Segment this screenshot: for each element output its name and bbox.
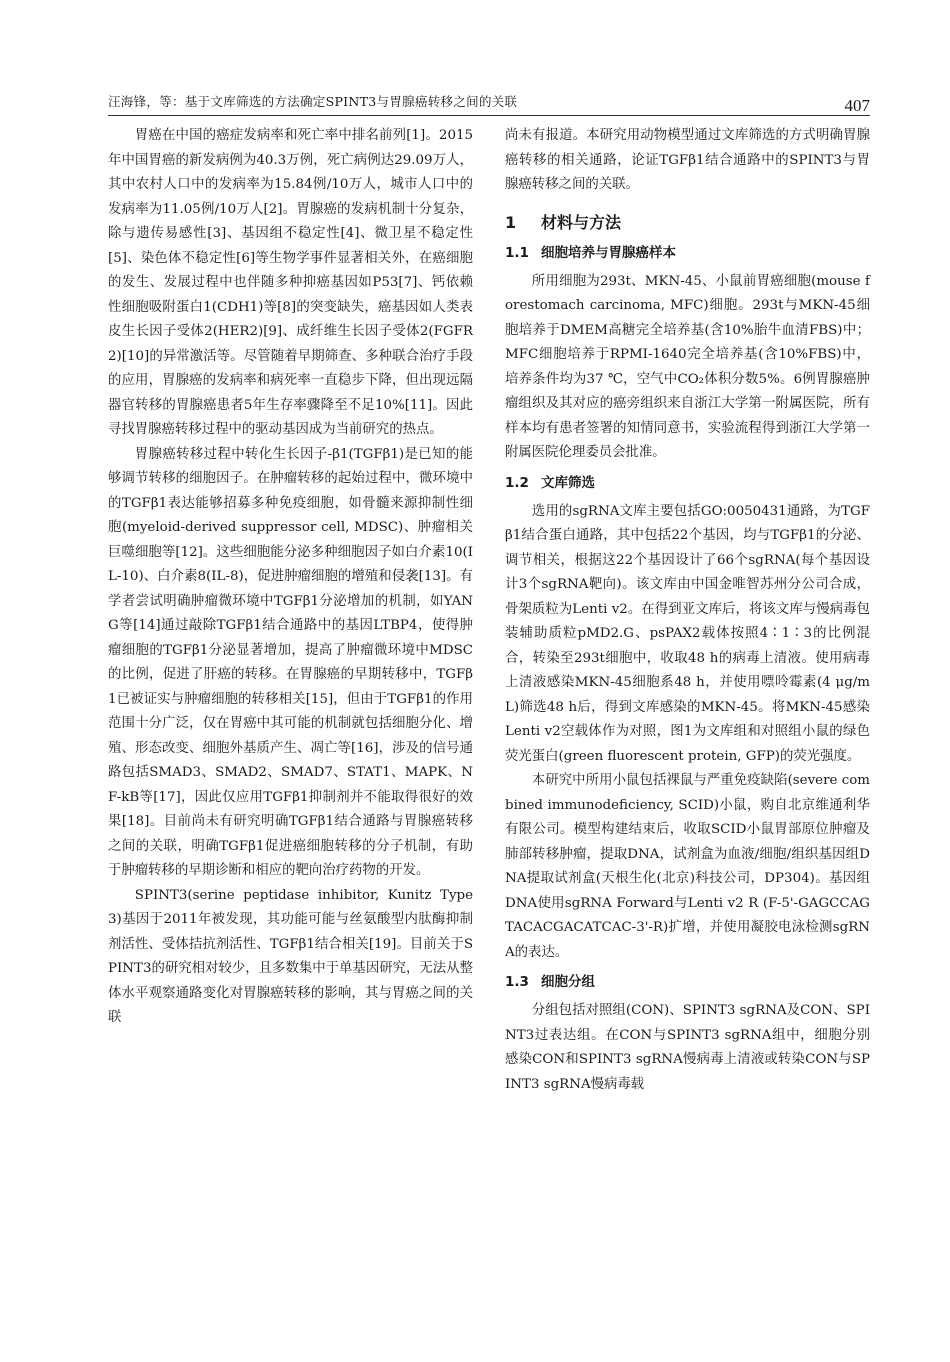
subsection-heading-library-screening bbox=[505, 472, 870, 494]
paragraph-spint3-background: SPINT3(serine peptidase inhibitor, Kunitz Type 3)基因于2011年被发现，其功能可能与丝氨酸型内肽酶抑制剂活性、受体拮抗剂活性、TGFβ1结合相关[19]。目前关于SPINT3的研究相对较少，且多数集中于单基因研究，无法从整体水平观察通路变化对胃腺癌转移的影响，其与胃癌之间的关联 bbox=[108, 887, 473, 1025]
paragraph-cell-culture: 所用细胞为293t、MKN-45、小鼠前胃癌细胞(mouse forestomach carcinoma, MFC)细胞。293t与MKN-45细胞培养于DMEM高糖完全培养基(含10%胎牛血清FBS)中；MFC细胞培养于RPMI-1640完全培养基(含10%FBS)中，培养条件均为37 ℃，空气中CO₂体积分数5%。6例胃腺癌肿瘤组织及其对应的癌旁组织来自浙江大学第一附属医院，所有样本均有患者签署的知情同意书，实验流程得到浙江大学第一附属医院伦理委员会批准。 bbox=[505, 273, 870, 460]
paragraph-study-aim: 尚未有报道。本研究用动物模型通过文库筛选的方式明确胃腺癌转移的相关通路，论证TGFβ1结合通路中的SPINT3与胃腺癌转移之间的关联。 bbox=[505, 128, 870, 192]
subsection-title: 文库筛选 bbox=[541, 474, 595, 491]
paragraph-library-screening: 选用的sgRNA文库主要包括GO:0050431通路，为TGFβ1结合蛋白通路，其中包括22个基因，均与TGFβ1的分泌、调节相关，根据这22个基因设计了66个sgRNA(每个基因设计3个sgRNA靶向)。该文库由中国金唯智苏州分公司合成，骨架质粒为Lenti v2。在得到亚文库后，将该文库与慢病毒包装辅助质粒pMD2.G、psPAX2载体按照4∶1∶3的比例混合，转染至293t细胞中，收取48 h的病毒上清液。使用病毒上清液感染MKN-45细胞系48 h，并使用嘌呤霉素(4 μg/mL)筛选48 h后，得到文库感染的MKN-45。将MKN-45感染Lenti v2空载体作为对照，图1为文库组和对照组小鼠的绿色荧光蛋白(green fluorescent protein, GFP)的荧光强度。 bbox=[505, 503, 870, 764]
right-column bbox=[505, 124, 870, 1097]
subsection-title: 细胞分组 bbox=[541, 974, 595, 990]
paragraph-mouse-model: 本研究中所用小鼠包括裸鼠与严重免疫缺陷(severe combined immunodeficiency, SCID)小鼠，购自北京维通利华有限公司。模型构建结束后，收取SCID小鼠胃部原位肿瘤及肺部转移肿瘤，提取DNA，试剂盒为血液/细胞/组织基因组DNA提取试剂盒(天根生化(北京)科技公司，DP304)。基因组DNA使用sgRNA Forward与Lenti v2 R (F-5'-GAGCCAGTACACGACATCAC-3'-R)扩增，并使用凝胶电泳检测sgRNA的表达。 bbox=[505, 773, 870, 960]
subsection-heading-cell-grouping bbox=[505, 971, 870, 993]
subsection-title: 细胞培养与胃腺癌样本 bbox=[541, 244, 676, 261]
left-column bbox=[108, 124, 473, 1031]
header-rule bbox=[108, 115, 870, 116]
section-number: 1 bbox=[505, 212, 517, 232]
page-number: 407 bbox=[844, 96, 870, 115]
paragraph-cell-grouping: 分组包括对照组(CON)、SPINT3 sgRNA及CON、SPINT3过表达组。在CON与SPINT3 sgRNA组中，细胞分别感染CON和SPINT3 sgRNA慢病毒上清液或转染CON与SPINT3 sgRNA慢病毒载 bbox=[505, 1003, 870, 1092]
running-title: 汪海锋，等：基于文库筛选的方法确定SPINT3与胃腺癌转移之间的关联 bbox=[108, 94, 518, 109]
subsection-number: 1.3 bbox=[505, 974, 529, 990]
subsection-number: 1.2 bbox=[505, 474, 529, 491]
subsection-heading-cell-culture bbox=[505, 242, 870, 264]
paragraph-gastric-cancer-intro: 胃癌在中国的癌症发病率和死亡率中排名前列[1]。2015年中国胃癌的新发病例为40.3万例，死亡病例达29.09万人，其中农村人口中的发病率为15.84例/10万人，城市人口中的发病率为11.05例/10万人[2]。胃腺癌的发病机制十分复杂，除与遗传易感性[3]、基因组不稳定性[4]、微卫星不稳定性[5]、染色体不稳定性[6]等生物学事件显著相关外，在癌细胞的发生、发展过程中也伴随多种抑癌基因如P53[7]、钙依赖性细胞吸附蛋白1(CDH1)等[8]的突变缺失，癌基因如人类表皮生长因子受体2(HER2)[9]、成纤维生长因子受体2(FGFR2)[10]的异常激活等。尽管随着早期筛查、多种联合治疗手段的应用，胃腺癌的发病率和病死率一直稳步下降，但出现远隔器官转移的胃腺癌患者5年生存率骤降至不足10%[11]。因此寻找胃腺癌转移过程中的驱动基因成为当前研究的热点。 bbox=[108, 128, 473, 437]
section-title: 材料与方法 bbox=[541, 212, 622, 232]
section-heading-methods bbox=[505, 212, 870, 234]
paragraph-tgfb1-background: 胃腺癌转移过程中转化生长因子-β1(TGFβ1)是已知的能够调节转移的细胞因子。在肿瘤转移的起始过程中，微环境中的TGFβ1表达能够招募多种免疫细胞，如骨髓来源抑制性细胞(myeloid-derived suppressor cell, MDSC)、肿瘤相关巨噬细胞等[12]。这些细胞能分泌多种细胞因子如白介素10(IL-10)、白介素8(IL-8)，促进肿瘤细胞的增殖和侵袭[13]。有学者尝试明确肿瘤微环境中TGFβ1分泌增加的机制，如YANG等[14]通过敲除TGFβ1结合通路中的基因LTBP4，使得肿瘤细胞的TGFβ1分泌显著增加，提高了肿瘤微环境中MDSC的比例，促进了肝癌的转移。在胃腺癌的早期转移中，TGFβ1已被证实与肿瘤细胞的转移相关[15]，但由于TGFβ1的作用范围十分广泛，仅在胃癌中其可能的机制就包括细胞分化、增殖、形态改变、细胞外基质产生、凋亡等[16]，涉及的信号通路包括SMAD3、SMAD2、SMAD7、STAT1、MAPK、NF-kB等[17]，因此仅应用TGFβ1抑制剂并不能取得很好的效果[18]。目前尚未有研究明确TGFβ1结合通路与胃腺癌转移之间的关联，明确TGFβ1促进癌细胞转移的分子机制，有助于肿瘤转移的早期诊断和相应的靶向治疗药物的开发。 bbox=[108, 446, 473, 878]
subsection-number: 1.1 bbox=[505, 244, 529, 261]
